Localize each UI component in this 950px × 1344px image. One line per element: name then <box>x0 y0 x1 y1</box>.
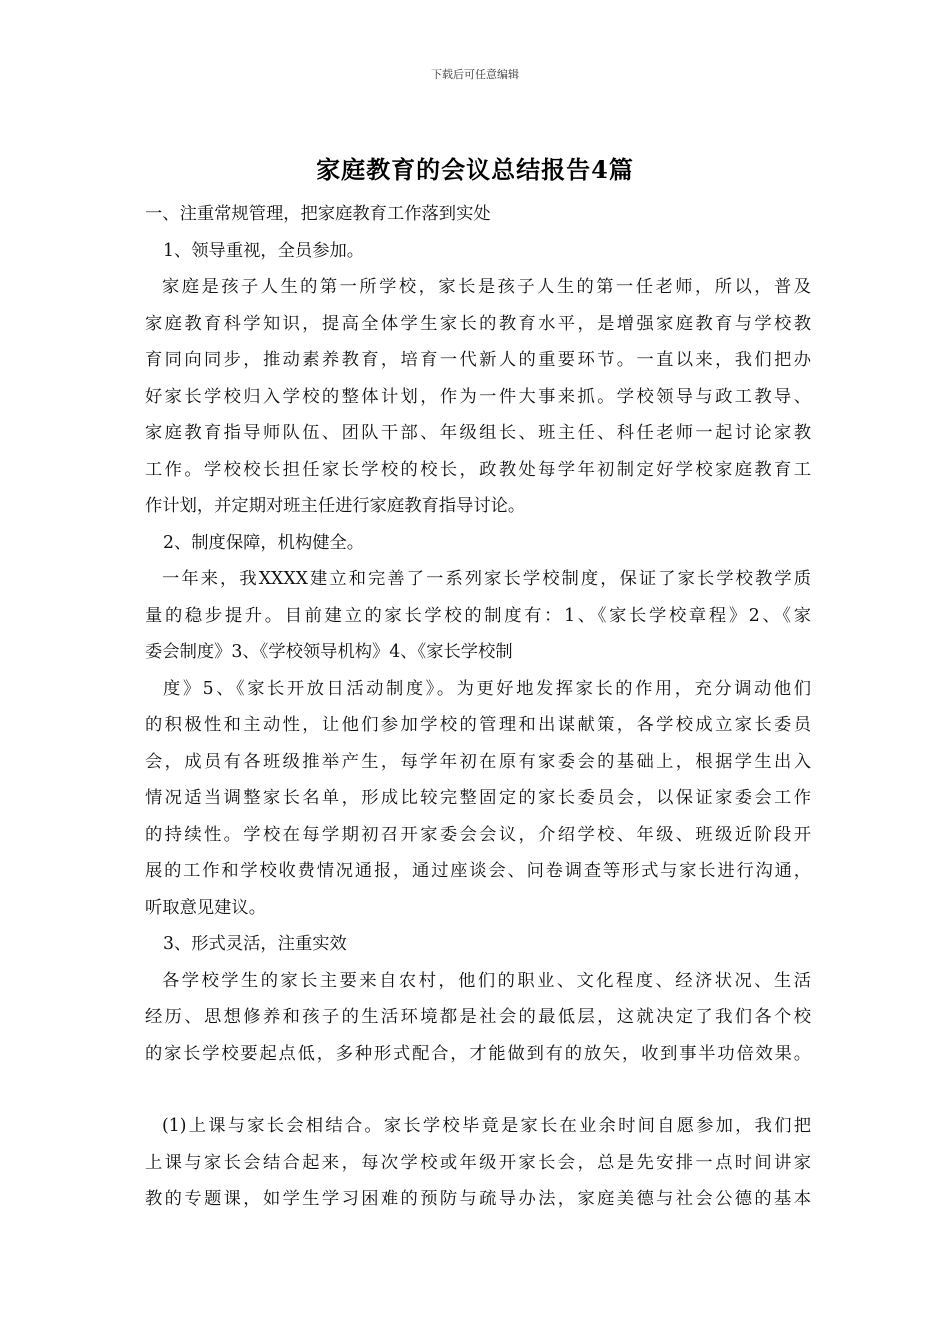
subheading-1: 1、领导重视，全员参加。 <box>163 240 365 261</box>
paragraph-line: 家庭是孩子人生的第一所学校，家长是孩子人生的第一任老师，所以，普及 <box>162 277 811 297</box>
paragraph-line: 展的工作和学校收费情况通报，通过座谈会、问卷调查等形式与家长进行沟通， <box>145 861 811 881</box>
paragraph-line: 的家长学校要起点低，多种形式配合，才能做到有的放矢，收到事半功倍效果。 <box>145 1043 811 1064</box>
paragraph-line: 好家长学校归入学校的整体计划，作为一件大事来抓。学校领导与政工教导、 <box>145 386 811 407</box>
paragraph-line: 教的专题课，如学生学习困难的预防与疏导办法，家庭美德与社会公德的基本 <box>145 1189 811 1209</box>
paragraph-line: 会，成员有各班级推举产生，每学年初在原有家委会的基础上，根据学生出入 <box>145 751 811 772</box>
paragraph-line: 的积极性和主动性，让他们参加学校的管理和出谋献策，各学校成立家长委员 <box>145 715 811 735</box>
subheading-3: 3、形式灵活，注重实效 <box>163 934 347 954</box>
paragraph-line: 经历、思想修养和孩子的生活环境都是社会的最低层，这就决定了我们各个校 <box>145 1007 811 1027</box>
paragraph-gap <box>145 1072 811 1108</box>
paragraph-line: 育同向同步，推动素养教育，培育一代新人的重要环节。一直以来，我们把办 <box>145 350 811 370</box>
document-title: 家庭教育的会议总结报告4篇 <box>316 155 634 184</box>
paragraph-line: 家庭教育科学知识，提高全体学生家长的教育水平，是增强家庭教育与学校教 <box>145 313 811 334</box>
paragraph-line: 的持续性。学校在每学期初召开家委会会议，介绍学校、年级、班级近阶段开 <box>145 824 811 845</box>
paragraph-line: 上课与家长会结合起来，每次学校或年级开家长会，总是先安排一点时间讲家 <box>145 1152 811 1173</box>
paragraph-line: 情况适当调整家长名单，形成比较完整固定的家长委员会，以保证家委会工作 <box>145 788 811 808</box>
paragraph-line: 作计划，并定期对班主任进行家庭教育指导讨论。 <box>145 496 526 516</box>
paragraph-line: 工作。学校校长担任家长学校的校长，政教处每学年初制定好学校家庭教育工 <box>145 459 811 480</box>
section-heading: 一、注重常规管理，把家庭教育工作落到实处 <box>145 204 491 224</box>
document-body <box>145 196 811 1218</box>
paragraph-line: 量的稳步提升。目前建立的家长学校的制度有：1、《家长学校章程》2、《家 <box>145 605 811 626</box>
paragraph-line: 一年来，我XXXX建立和完善了一系列家长学校制度，保证了家长学校教学质 <box>162 569 811 589</box>
paragraph-line: 各学校学生的家长主要来自农村，他们的职业、文化程度、经济状况、生活 <box>162 970 811 991</box>
page-header: 下载后可任意编辑 <box>431 68 519 81</box>
paragraph-line: 度》5、《家长开放日活动制度》。为更好地发挥家长的作用，充分调动他们 <box>163 678 811 699</box>
subheading-2: 2、制度保障，机构健全。 <box>163 532 365 553</box>
paragraph-line: 家庭教育指导师队伍、团队干部、年级组长、班主任、科任老师一起讨论家教 <box>145 423 811 443</box>
paragraph-line: 听取意见建议。 <box>145 897 266 918</box>
paragraph-line: 委会制度》3、《学校领导机构》4、《家长学校制 <box>145 642 513 662</box>
paragraph-line: (1)上课与家长会相结合。家长学校毕竟是家长在业余时间自愿参加，我们把 <box>162 1116 811 1136</box>
